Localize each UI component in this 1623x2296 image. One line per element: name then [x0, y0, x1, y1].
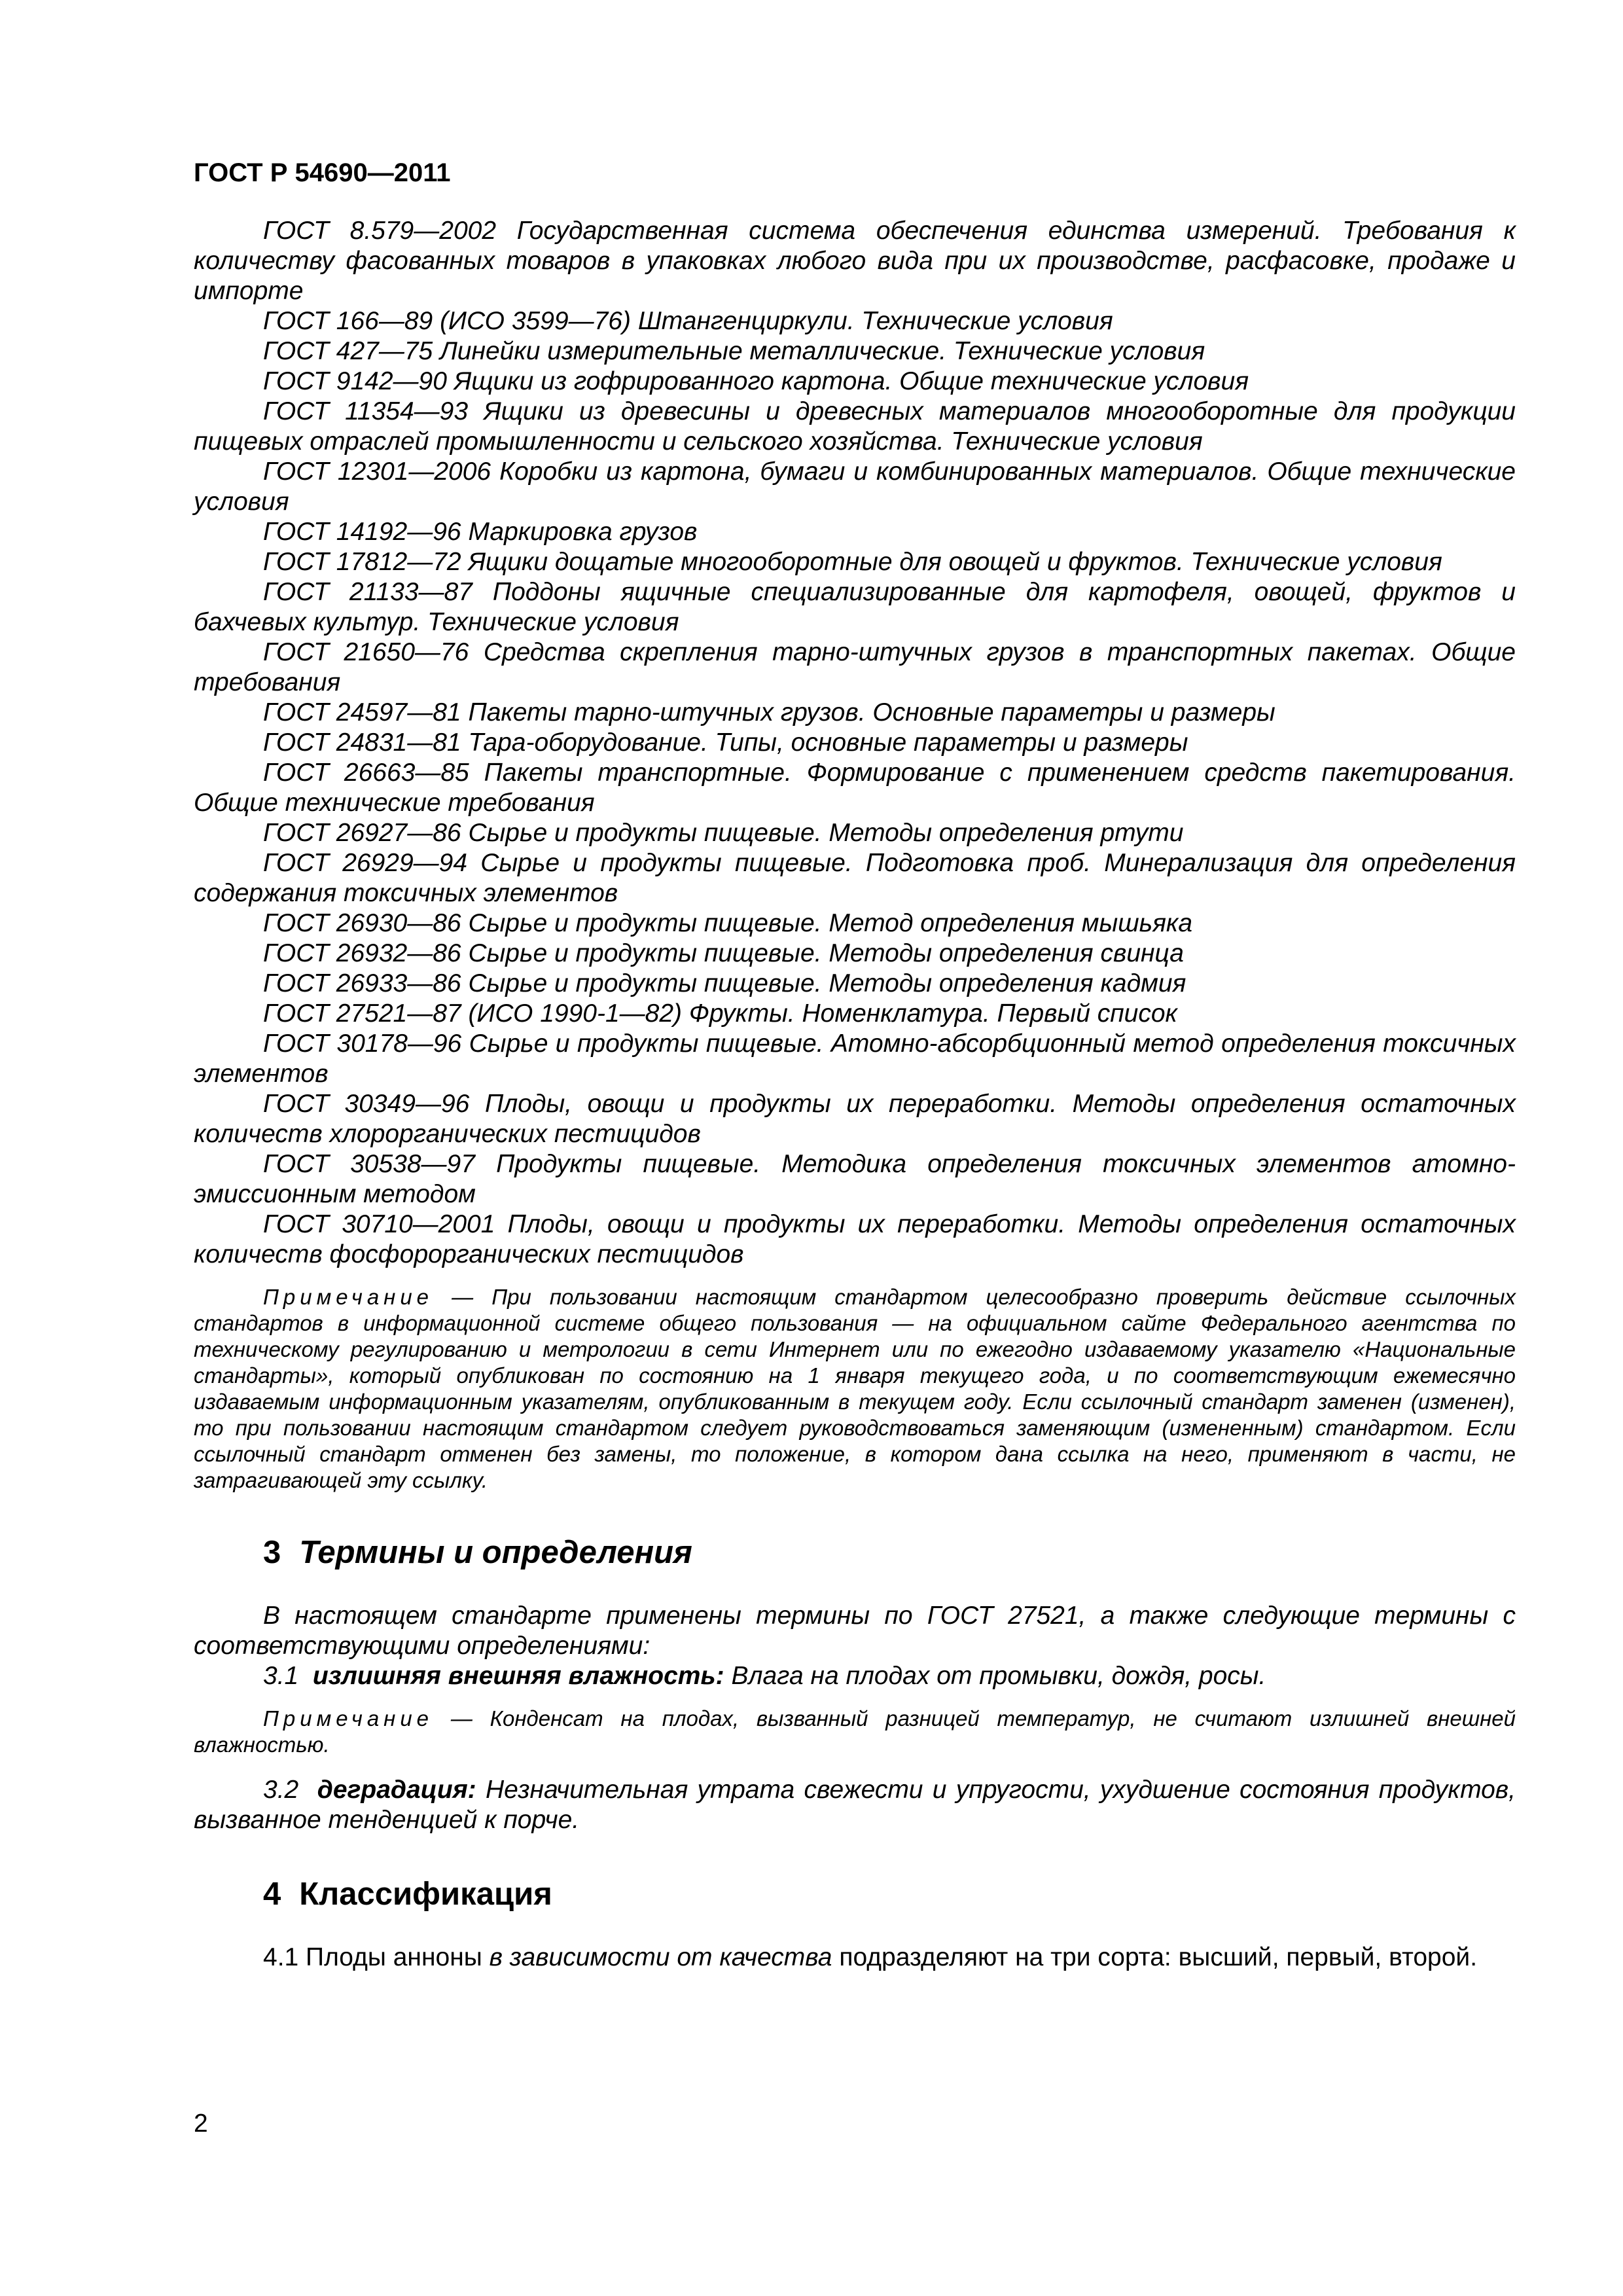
- reference-item: ГОСТ 30538—97 Продукты пищевые. Методика определения токсичных элементов атомно-эмиссионным методом: [194, 1150, 1516, 1208]
- reference-item: ГОСТ 14192—96 Маркировка грузов: [263, 518, 698, 546]
- reference-item: ГОСТ 24831—81 Тара-оборудование. Типы, основные параметры и размеры: [263, 728, 1188, 757]
- reference-item: ГОСТ 12301—2006 Коробки из картона, бумаги и комбинированных материалов. Общие технические условия: [194, 457, 1516, 516]
- section-title: Классификация: [299, 1876, 552, 1912]
- term-definition: Влага на плодах от промывки, дождя, росы.: [724, 1662, 1266, 1690]
- reference-item: ГОСТ 26933—86 Сырье и продукты пищевые. Методы определения кадмия: [263, 969, 1186, 997]
- term-number: 3.1: [263, 1662, 299, 1690]
- reference-item: ГОСТ 30178—96 Сырье и продукты пищевые. Атомно-абсорбционный метод определения токсичных элементов: [194, 1030, 1516, 1088]
- page-number: 2: [194, 2109, 208, 2138]
- reference-item: ГОСТ 30710—2001 Плоды, овощи и продукты их переработки. Методы определения остаточных количеств фосфорорганических пестицидов: [194, 1210, 1516, 1268]
- section-number: 3: [263, 1535, 281, 1570]
- document-header: ГОСТ Р 54690—2011: [194, 158, 451, 187]
- term-name: деградация:: [317, 1776, 476, 1804]
- term-note: [194, 1706, 1516, 1758]
- reference-item: ГОСТ 26932—86 Сырье и продукты пищевые. Методы определения свинца: [263, 939, 1184, 967]
- reference-item: ГОСТ 17812—72 Ящики дощатые многооборотные для овощей и фруктов. Технические условия: [263, 548, 1442, 576]
- clause-4-1: [194, 1943, 1516, 1973]
- reference-item: ГОСТ 27521—87 (ИСО 1990-1—82) Фрукты. Номенклатура. Первый список: [263, 999, 1177, 1028]
- reference-item: ГОСТ 26663—85 Пакеты транспортные. Формирование с применением средств пакетирования. Общие технические требования: [194, 759, 1516, 817]
- clause-number: 4.1: [263, 1943, 299, 1971]
- reference-item: ГОСТ 26929—94 Сырье и продукты пищевые. Подготовка проб. Минерализация для определения содержания токсичных элементов: [194, 849, 1516, 907]
- section-title: Термины и определения: [299, 1535, 692, 1570]
- reference-item: ГОСТ 26927—86 Сырье и продукты пищевые. Методы определения ртути: [263, 819, 1184, 847]
- term-name: излишняя внешняя влажность:: [312, 1662, 724, 1690]
- note-text: — При пользовании настоящим стандартом целесообразно проверить действие ссылочных стандартов в информационной системе общего пользования — на официальном сайте Федерального агентства по техническому регулированию и метрологии в сети Интернет или по ежегодно издаваемому указателю «Национальные стандарты», который опубликован по состоянию на 1 января текущего года, и по соответствующим ежемесячно издаваемым информационным указателям, опубликованным в текущем году. Если ссылочный стандарт заменен (изменен), то при пользовании настоящим стандартом следует руководствоваться заменяющим (измененным) стандартом. Если ссылочный стандарт отменен без замены, то положение, в котором дана ссылка на него, применяют в части, не затрагивающей эту ссылку.: [194, 1285, 1516, 1492]
- note-text: — Конденсат на плодах, вызванный разницей температур, не считают излишней внешней влажностью.: [194, 1706, 1516, 1757]
- section-3-intro: В настоящем стандарте применены термины по ГОСТ 27521, а также следующие термины с соответствующими определениями:: [194, 1602, 1516, 1660]
- reference-item: ГОСТ 26930—86 Сырье и продукты пищевые. Метод определения мышьяка: [263, 909, 1193, 937]
- reference-item: ГОСТ 11354—93 Ящики из древесины и древесных материалов многооборотные для продукции пищевых отраслей промышленности и сельского хозяйства. Технические условия: [194, 397, 1516, 456]
- references-note: [194, 1284, 1516, 1494]
- reference-item: ГОСТ 30349—96 Плоды, овощи и продукты их переработки. Методы определения остаточных количеств хлорорганических пестицидов: [194, 1090, 1516, 1148]
- reference-item: ГОСТ 427—75 Линейки измерительные металлические. Технические условия: [263, 337, 1205, 365]
- reference-item: ГОСТ 8.579—2002 Государственная система обеспечения единства измерений. Требования к количеству фасованных товаров в упаковках любого вида при их производстве, расфасовке, продаже и импорте: [194, 217, 1516, 305]
- term-3-2: [194, 1775, 1516, 1835]
- document-page: [194, 157, 1516, 1973]
- reference-item: ГОСТ 24597—81 Пакеты тарно-штучных грузов. Основные параметры и размеры: [263, 698, 1275, 726]
- reference-item: ГОСТ 166—89 (ИСО 3599—76) Штангенциркули. Технические условия: [263, 307, 1113, 335]
- clause-text-emphasis: в зависимости от качества: [489, 1943, 832, 1971]
- reference-item: ГОСТ 21650—76 Средства скрепления тарно-штучных грузов в транспортных пакетах. Общие требования: [194, 638, 1516, 696]
- clause-text: подразделяют на три сорта: высший, первый, второй.: [832, 1943, 1478, 1971]
- section-4-heading: [263, 1874, 1516, 1914]
- term-definition: Незначительная утрата свежести и упругости, ухудшение состояния продуктов, вызванное тенденцией к порче.: [194, 1776, 1516, 1834]
- reference-item: ГОСТ 9142—90 Ящики из гофрированного картона. Общие технические условия: [263, 367, 1249, 395]
- section-number: 4: [263, 1876, 281, 1912]
- section-3-heading: [263, 1533, 1516, 1572]
- note-label: Примечание: [263, 1706, 434, 1731]
- term-number: 3.2: [263, 1776, 299, 1804]
- clause-text: Плоды анноны: [298, 1943, 490, 1971]
- normative-references-list: [194, 216, 1516, 1270]
- note-label: Примечание: [263, 1285, 434, 1309]
- term-3-1: [194, 1661, 1516, 1691]
- reference-item: ГОСТ 21133—87 Поддоны ящичные специализированные для картофеля, овощей, фруктов и бахчевых культур. Технические условия: [194, 578, 1516, 636]
